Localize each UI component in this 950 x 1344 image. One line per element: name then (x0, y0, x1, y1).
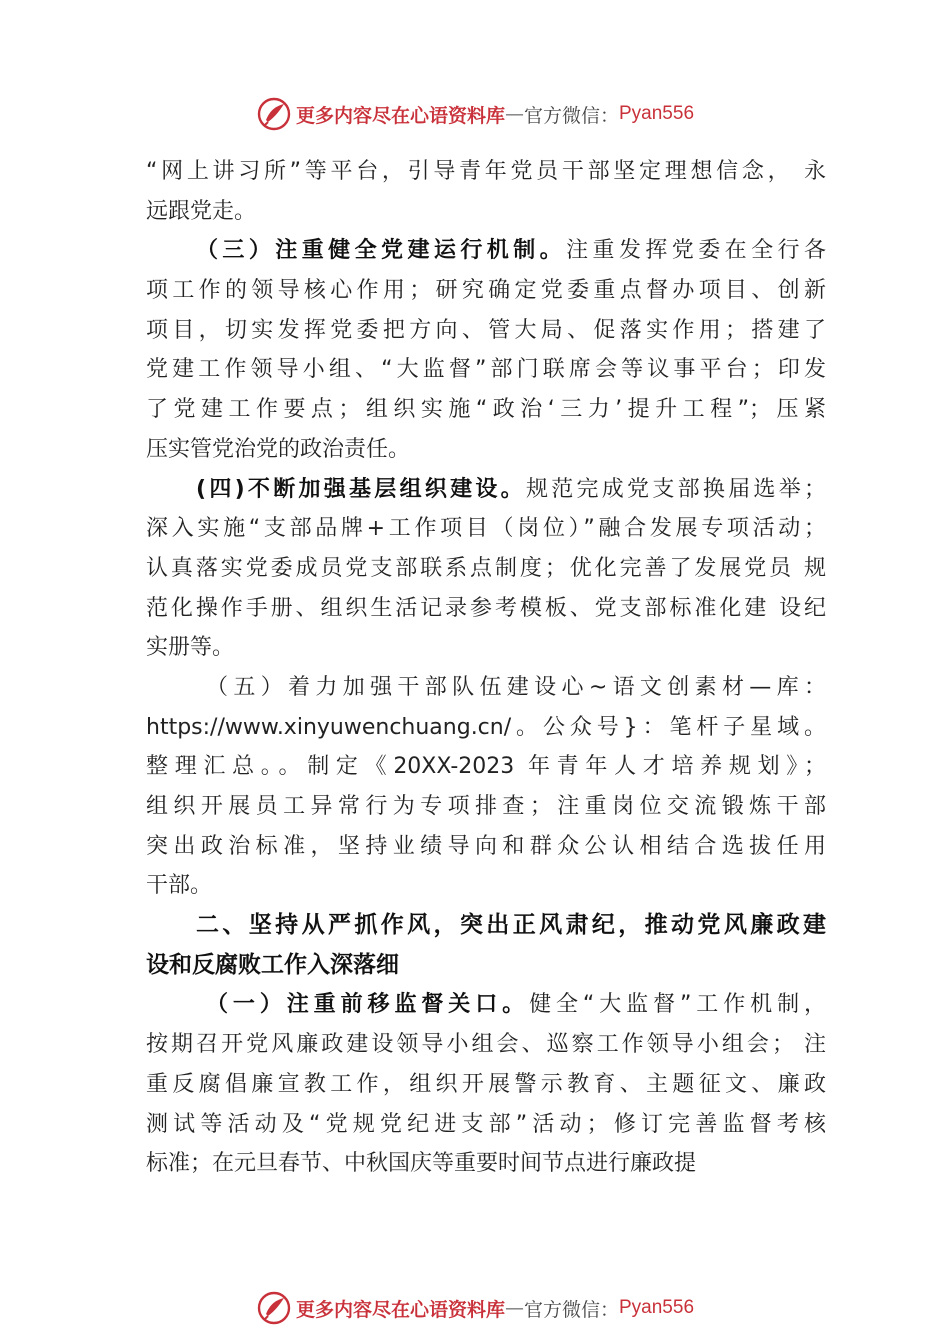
text-line: 干部。 (146, 873, 213, 899)
section-heading: 二、坚持从严抓作风，突出正风肃纪，推动党风廉政建 (196, 912, 826, 939)
text-line: 了党建工作要点；组织实施“政治‘三力’提升工程”；压紧 (146, 397, 826, 423)
brand-logo-icon (256, 96, 292, 132)
text-line: 标准；在元旦春节、中秋国庆等重要时间节点进行廉政提 (146, 1151, 697, 1177)
banner-dash: — (504, 1297, 524, 1319)
text-line: 压实管党治党的政治责任。 (146, 436, 411, 462)
text-line: “网上讲习所”等平台，引导青年党员干部坚定理想信念， 永 (146, 159, 826, 184)
banner-account: Pyan556 (619, 1297, 695, 1318)
text-line: 组织开展员工异常行为专项排查；注重岗位交流锻炼干部 (146, 794, 826, 819)
text-line: （五）着力加强干部队伍建设心~语文创素材—库： (206, 674, 826, 700)
text-span: 注重发挥党委在全行各 (566, 238, 826, 264)
text-line: 测试等活动及“党规党纪进支部”活动；修订完善监督考核 (146, 1111, 826, 1137)
text-line: 重反腐倡廉宣教工作，组织开展警示教育、主题征文、廉政 (146, 1071, 826, 1097)
header-banner (0, 94, 950, 134)
brand-logo-icon (256, 1290, 292, 1326)
banner-wechat-label: 官方微信： (523, 1298, 619, 1321)
banner-dash: — (504, 103, 524, 125)
text-line: 突出政治标准，坚持业绩导向和群众公认相结合选拔任用 (146, 833, 826, 859)
text-line: 实册等。 (146, 635, 235, 661)
paragraph-lead: （一）注重前移监督关口。 (206, 992, 530, 1018)
text-line: 远跟党走。 (146, 198, 257, 224)
paragraph-lead-line (146, 985, 826, 1025)
text-line: 认真落实党委成员党支部联系点制度；优化完善了发展党员 规 (146, 555, 826, 581)
text-line: 项目，切实发挥党委把方向、管大局、促落实作用；搭建了 (146, 317, 826, 343)
paragraph-lead-line (146, 470, 826, 510)
text-line: 党建工作领导小组、“大监督”部门联席会等议事平台；印发 (146, 357, 826, 383)
paragraph-lead: （三）注重健全党建运行机制。 (196, 238, 567, 264)
banner-wechat-label: 官方微信： (523, 104, 619, 127)
text-line: 项工作的领导核心作用；研究确定党委重点督办项目、创新 (146, 278, 826, 304)
paragraph-lead: (四)不断加强基层组织建设。 (196, 476, 526, 502)
paragraph-lead-line (146, 231, 826, 271)
text-span: 规范完成党支部换届选举； (525, 476, 826, 502)
document-body (146, 152, 826, 1184)
text-line: 深入实施“支部品牌+工作项目（岗位）”融合发展专项活动； (146, 516, 826, 542)
text-line: 整理汇总。。制定《20XX-2023 年青年人才培养规划》； (146, 754, 826, 780)
section-heading: 设和反腐败工作入深落细 (146, 951, 399, 978)
banner-brand-text: 更多内容尽在心语资料库 (295, 1298, 505, 1321)
banner-account: Pyan556 (619, 103, 695, 124)
footer-banner (0, 1288, 950, 1328)
banner-brand-text: 更多内容尽在心语资料库 (295, 104, 505, 127)
text-line: 按期召开党风廉政建设领导小组会、巡察工作领导小组会； 注 (146, 1032, 826, 1058)
text-span: 健全“大监督”工作机制， (529, 992, 826, 1018)
text-line: 范化操作手册、组织生活记录参考模板、党支部标准化建 设纪 (146, 595, 826, 621)
text-line: https://www.xinyuwenchuang.cn/。公众号}：笔杆子星域。 (146, 714, 826, 740)
